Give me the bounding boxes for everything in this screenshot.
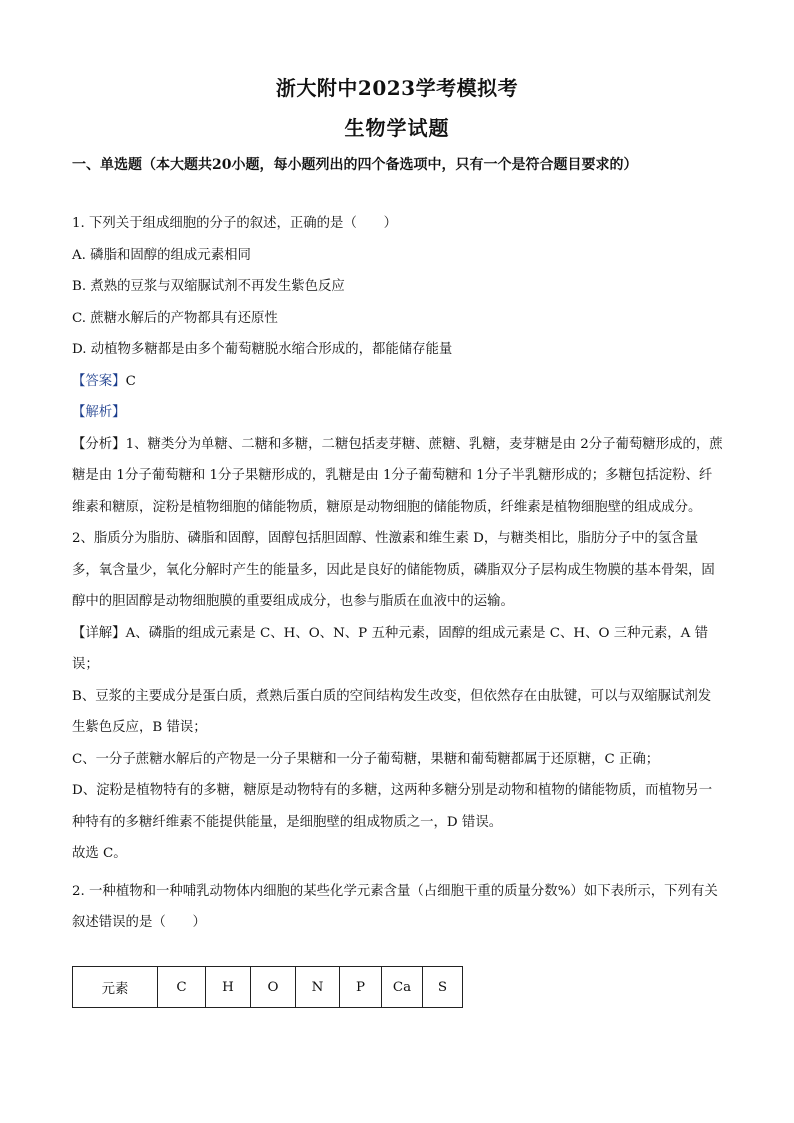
- table-header-cell: 元素: [73, 967, 158, 1008]
- xiangjie-label: 【详解】: [72, 625, 126, 641]
- q2-stem: 2. 一种植物和一种哺乳动物体内细胞的某些化学元素含量（占细胞干重的质量分数%）如下表所示，下列有关叙述错误的是（ ）: [72, 883, 718, 930]
- table-cell: H: [206, 967, 251, 1008]
- q1-stem: 1. 下列关于组成细胞的分子的叙述，正确的是（ ）: [72, 216, 398, 231]
- fenxi-label: 【分析】: [72, 436, 126, 452]
- fenxi-text-1: 1、糖类分为单糖、二糖和多糖，二糖包括麦芽糖、蔗糖、乳糖，麦芽糖是由 2分子葡萄糖形成的，蔗糖是由 1分子葡萄糖和 1分子果糖形成的，乳糖是由 1分子葡萄糖和 1分子半乳糖形成的；多糖包括淀粉、纤维素和糖原，淀粉是植物细胞的储能物质，糖原是动物细胞的储能物质，纤维素是植物细胞壁的组成成分。: [72, 436, 723, 515]
- q1-answer: [72, 366, 724, 398]
- q1-analysis-label: [72, 397, 724, 429]
- table-cell: S: [423, 967, 463, 1008]
- answer-value: C: [125, 373, 136, 389]
- xiangjie-a-text: A、磷脂的组成元素是 C、H、O、N、P 五种元素，固醇的组成元素是 C、H、O 三种元素，A 错误；: [72, 625, 708, 672]
- exam-subtitle: 生物学试题: [344, 116, 450, 140]
- section-heading: 一、单选题（本大题共20小题，每小题列出的四个备选项中，只有一个是符合题目要求的）: [72, 157, 638, 173]
- q1-option-b: B. 煮熟的豆浆与双缩脲试剂不再发生紫色反应: [72, 279, 345, 294]
- q1-option-a: A. 磷脂和固醇的组成元素相同: [72, 247, 251, 263]
- q1-xiangjie-b: B、豆浆的主要成分是蛋白质，煮熟后蛋白质的空间结构发生改变，但依然存在由肽键，可以与双缩脲试剂发生紫色反应，B 错误；: [72, 688, 712, 735]
- q1-option-c: C. 蔗糖水解后的产物都具有还原性: [72, 310, 278, 326]
- table-cell: O: [251, 967, 296, 1008]
- table-cell: N: [296, 967, 340, 1008]
- q1-option-d: D. 动植物多糖都是由多个葡萄糖脱水缩合形成的，都能储存能量: [72, 342, 453, 357]
- answer-label: 【答案】: [72, 373, 126, 389]
- q1-conclusion: 故选 C。: [72, 846, 127, 861]
- element-table: [72, 966, 463, 1008]
- q1-xiangjie-a: [72, 618, 724, 681]
- q1-fenxi-p2: 2、脂质分为脂肪、磷脂和固醇，固醇包括胆固醇、性激素和维生素 D，与糖类相比，脂肪分子中的氢含量多，氧含量少，氧化分解时产生的能量多，因此是良好的储能物质，磷脂双分子层构成生物膜的基本骨架，固醇中的胆固醇是动物细胞膜的重要组成成分，也参与脂质在血液中的运输。: [72, 531, 715, 609]
- q1-xiangjie-d: D、淀粉是植物特有的多糖，糖原是动物特有的多糖，这两种多糖分别是动物和植物的储能物质，而植物另一种特有的多糖纤维素不能提供能量，是细胞壁的组成物质之一，D 错误。: [72, 783, 713, 830]
- table-cell: Ca: [382, 967, 423, 1008]
- table-row: [73, 967, 463, 1008]
- q1-fenxi-p1: [72, 429, 724, 524]
- exam-title: 浙大附中2023学考模拟考: [275, 76, 519, 100]
- table-cell: P: [340, 967, 382, 1008]
- table-cell: C: [158, 967, 206, 1008]
- q1-xiangjie-c: C、一分子蔗糖水解后的产物是一分子果糖和一分子葡萄糖，果糖和葡萄糖都属于还原糖，C 正确；: [72, 751, 660, 767]
- analysis-label: 【解析】: [72, 405, 126, 420]
- question-content: [72, 208, 724, 939]
